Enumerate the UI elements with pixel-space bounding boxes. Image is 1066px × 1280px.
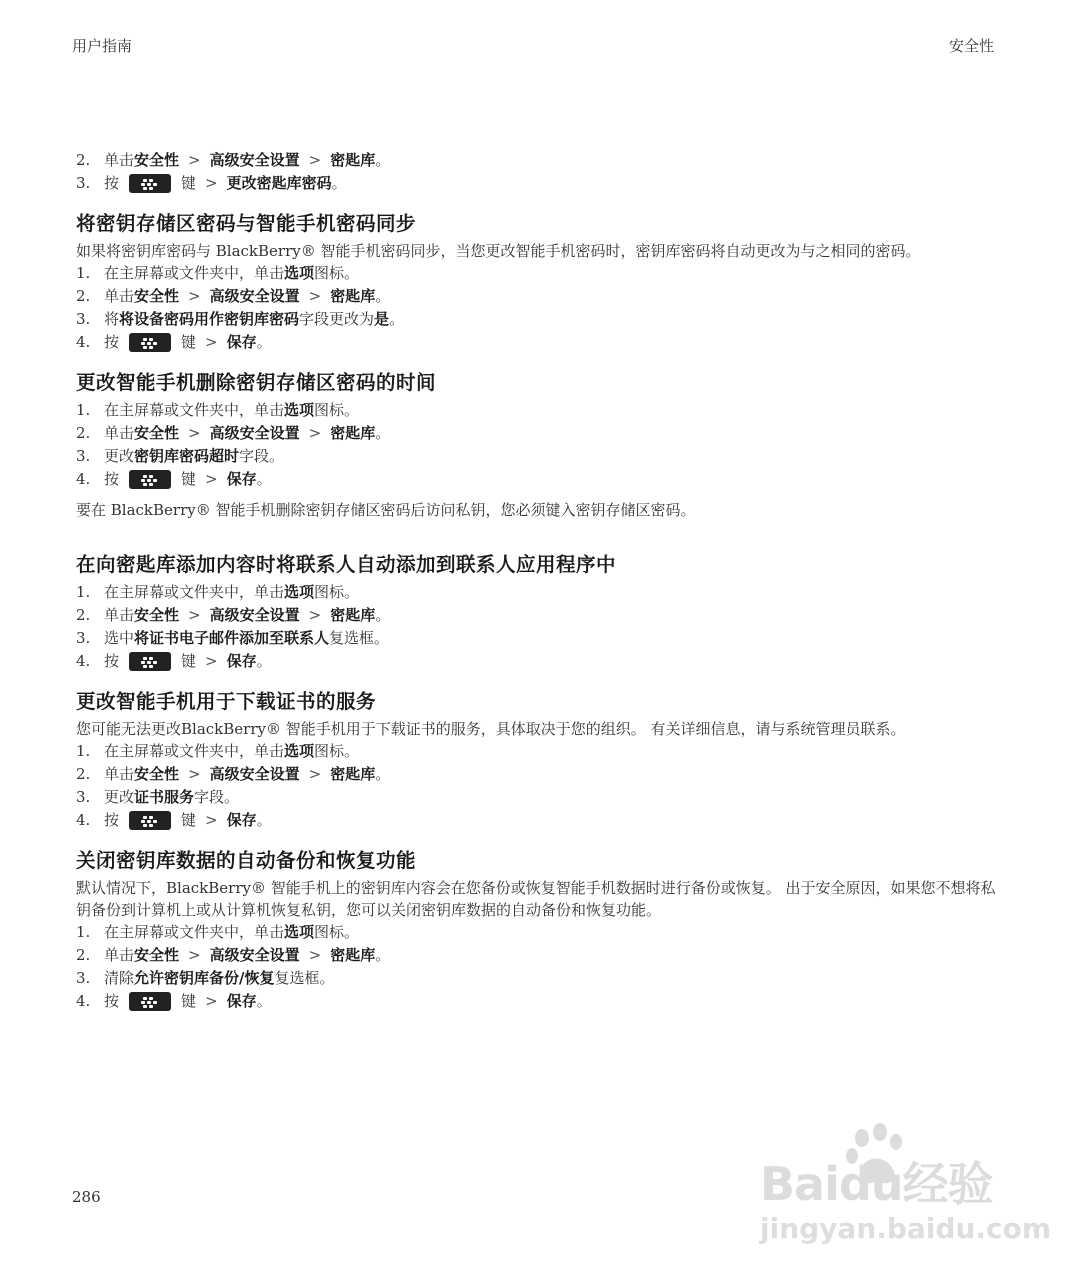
step-text: 。	[375, 424, 391, 442]
step-text: 。	[375, 606, 391, 624]
path-separator: >	[308, 424, 322, 442]
path-separator: >	[308, 946, 322, 964]
step-number: 2.	[76, 287, 91, 305]
step-text: 键	[181, 470, 197, 488]
path-separator: >	[188, 606, 201, 624]
path-separator: >	[188, 287, 201, 305]
step-text: 。	[256, 652, 272, 670]
step-text: 复选框。	[274, 969, 335, 987]
ui-term: 更改密匙库密码	[226, 174, 332, 192]
ui-term: 高级安全设置	[209, 287, 300, 305]
step-item	[76, 581, 996, 604]
step-text: 键	[181, 333, 197, 351]
ui-term: 保存	[226, 992, 257, 1010]
ui-term: 安全性	[134, 424, 180, 442]
path-separator: >	[205, 811, 218, 829]
ui-term: 保存	[226, 811, 257, 829]
step-text: 。	[375, 765, 391, 783]
document-body	[76, 149, 996, 1013]
step-number: 1.	[76, 583, 91, 601]
step-text: 按	[104, 811, 120, 829]
ui-term: 高级安全设置	[209, 606, 300, 624]
step-text: 。	[389, 310, 405, 328]
step-item	[76, 740, 996, 763]
section-note: 要在 BlackBerry® 智能手机删除密钥存储区密码后访问私钥，您必须键入密钥存储区密码。	[76, 501, 696, 519]
step-item	[76, 944, 996, 967]
step-number: 2.	[76, 424, 91, 442]
step-number: 1.	[76, 923, 91, 941]
section	[76, 210, 996, 354]
step-item	[76, 422, 996, 445]
path-separator: >	[188, 424, 201, 442]
step-text: 单击	[104, 424, 135, 442]
path-separator: >	[308, 606, 322, 624]
step-item	[76, 149, 996, 172]
ui-term: 高级安全设置	[209, 946, 300, 964]
step-text: 在主屏幕或文件夹中，单击	[104, 264, 285, 282]
step-number: 3.	[76, 447, 91, 465]
ui-term: 将设备密码用作密钥库密码	[119, 310, 300, 328]
step-text: 图标。	[314, 583, 360, 601]
section	[76, 688, 996, 832]
step-item	[76, 990, 996, 1013]
ui-term: 高级安全设置	[209, 151, 300, 169]
blackberry-menu-key-icon	[129, 652, 171, 671]
blackberry-menu-key-icon	[129, 174, 171, 193]
step-number: 3.	[76, 174, 91, 192]
step-text: 将	[104, 310, 120, 328]
ui-term: 保存	[226, 470, 257, 488]
step-list	[76, 921, 996, 1013]
step-text: 字段更改为	[299, 310, 375, 328]
step-text: 。	[256, 811, 272, 829]
step-text: 。	[331, 174, 347, 192]
step-number: 2.	[76, 946, 91, 964]
path-separator: >	[205, 174, 218, 192]
step-item	[76, 604, 996, 627]
step-list	[76, 262, 996, 354]
ui-term: 选项	[284, 583, 315, 601]
step-text: 键	[181, 811, 197, 829]
path-separator: >	[308, 765, 322, 783]
path-separator: >	[308, 151, 322, 169]
step-item	[76, 786, 996, 809]
step-item	[76, 399, 996, 422]
step-item	[76, 921, 996, 944]
section	[76, 551, 996, 673]
ui-term: 选项	[284, 401, 315, 419]
path-separator: >	[188, 765, 201, 783]
step-text: 按	[104, 174, 120, 192]
path-separator: >	[308, 287, 322, 305]
step-text: 按	[104, 470, 120, 488]
section	[76, 847, 996, 1013]
ui-term: 密匙库	[330, 765, 376, 783]
step-item	[76, 172, 996, 195]
running-header-right: 安全性	[948, 37, 994, 55]
ui-term: 选项	[284, 923, 315, 941]
ui-term: 安全性	[134, 946, 180, 964]
page-number: 286	[72, 1188, 101, 1206]
ui-term: 密匙库	[330, 287, 376, 305]
ui-term: 安全性	[134, 287, 180, 305]
section-heading: 在向密匙库添加内容时将联系人自动添加到联系人应用程序中	[76, 553, 617, 576]
step-text: 按	[104, 652, 120, 670]
section	[76, 149, 996, 195]
step-text: 字段。	[239, 447, 285, 465]
step-text: 清除	[104, 969, 135, 987]
step-number: 2.	[76, 765, 91, 783]
watermark-url: jingyan.baidu.com	[760, 1212, 1052, 1245]
step-list	[76, 581, 996, 673]
step-number: 3.	[76, 310, 91, 328]
step-text: 。	[256, 470, 272, 488]
step-text: 键	[181, 174, 197, 192]
step-text: 选中	[104, 629, 135, 647]
step-text: 。	[375, 946, 391, 964]
step-text: 更改	[104, 447, 135, 465]
section-heading: 更改智能手机用于下载证书的服务	[76, 690, 377, 713]
watermark-main-text: Baidu经验	[760, 1157, 993, 1211]
section-paragraph: 默认情况下，BlackBerry® 智能手机上的密钥库内容会在您备份或恢复智能手机数据时进行备份或恢复。 出于安全原因，如果您不想将私钥备份到计算机上或从计算机恢复私钥，您可以关闭密钥库数据的自动备份和恢复功能。	[76, 879, 996, 919]
step-item	[76, 262, 996, 285]
ui-term: 安全性	[134, 606, 180, 624]
step-number: 3.	[76, 629, 91, 647]
ui-term: 密匙库	[330, 424, 376, 442]
step-item	[76, 331, 996, 354]
ui-term: 密匙库	[330, 606, 376, 624]
step-item	[76, 763, 996, 786]
step-text: 键	[181, 652, 197, 670]
ui-term: 安全性	[134, 765, 180, 783]
step-list	[76, 149, 996, 195]
step-text: 单击	[104, 765, 135, 783]
step-text: 图标。	[314, 401, 360, 419]
ui-term: 保存	[226, 652, 257, 670]
ui-term: 是	[374, 310, 390, 328]
step-text: 按	[104, 333, 120, 351]
step-item	[76, 285, 996, 308]
step-number: 1.	[76, 401, 91, 419]
ui-term: 高级安全设置	[209, 765, 300, 783]
step-item	[76, 650, 996, 673]
blackberry-menu-key-icon	[129, 470, 171, 489]
blackberry-menu-key-icon	[129, 811, 171, 830]
path-separator: >	[205, 992, 218, 1010]
ui-term: 将证书电子邮件添加至联系人	[134, 629, 330, 647]
section-heading: 更改智能手机删除密钥存储区密码的时间	[76, 371, 437, 394]
blackberry-menu-key-icon	[129, 333, 171, 352]
step-number: 4.	[76, 992, 91, 1010]
path-separator: >	[205, 470, 218, 488]
ui-term: 高级安全设置	[209, 424, 300, 442]
step-item	[76, 967, 996, 990]
ui-term: 保存	[226, 333, 257, 351]
ui-term: 密匙库	[330, 946, 376, 964]
section-paragraph: 您可能无法更改BlackBerry® 智能手机用于下载证书的服务，具体取决于您的组织。 有关详细信息，请与系统管理员联系。	[76, 720, 906, 738]
step-number: 2.	[76, 606, 91, 624]
step-text: 单击	[104, 946, 135, 964]
step-text: 键	[181, 992, 197, 1010]
step-item	[76, 627, 996, 650]
step-number: 1.	[76, 264, 91, 282]
step-item	[76, 308, 996, 331]
step-text: 。	[256, 333, 272, 351]
step-text: 图标。	[314, 923, 360, 941]
ui-term: 安全性	[134, 151, 180, 169]
step-number: 4.	[76, 652, 91, 670]
section	[76, 369, 996, 521]
step-number: 2.	[76, 151, 91, 169]
step-text: 按	[104, 992, 120, 1010]
step-number: 4.	[76, 811, 91, 829]
step-text: 单击	[104, 287, 135, 305]
step-text: 更改	[104, 788, 135, 806]
section-paragraph: 如果将密钥库密码与 BlackBerry® 智能手机密码同步，当您更改智能手机密码时，密钥库密码将自动更改为与之相同的密码。	[76, 242, 921, 260]
step-number: 3.	[76, 969, 91, 987]
step-list	[76, 740, 996, 832]
blackberry-menu-key-icon	[129, 992, 171, 1011]
step-text: 在主屏幕或文件夹中，单击	[104, 923, 285, 941]
step-text: 单击	[104, 151, 135, 169]
step-text: 复选框。	[329, 629, 390, 647]
section-heading: 将密钥存储区密码与智能手机密码同步	[76, 212, 417, 235]
step-text: 单击	[104, 606, 135, 624]
step-text: 。	[256, 992, 272, 1010]
watermark	[760, 1120, 1052, 1270]
step-text: 字段。	[194, 788, 240, 806]
step-item	[76, 468, 996, 491]
ui-term: 密匙库	[330, 151, 376, 169]
ui-term: 选项	[284, 742, 315, 760]
path-separator: >	[188, 946, 201, 964]
step-number: 4.	[76, 470, 91, 488]
step-list	[76, 399, 996, 491]
step-text: 在主屏幕或文件夹中，单击	[104, 742, 285, 760]
step-text: 在主屏幕或文件夹中，单击	[104, 401, 285, 419]
step-text: 。	[375, 151, 391, 169]
step-text: 在主屏幕或文件夹中，单击	[104, 583, 285, 601]
path-separator: >	[188, 151, 201, 169]
section-heading: 关闭密钥库数据的自动备份和恢复功能	[76, 849, 417, 872]
step-text: 。	[375, 287, 391, 305]
step-number: 1.	[76, 742, 91, 760]
step-text: 图标。	[314, 742, 360, 760]
path-separator: >	[205, 652, 218, 670]
ui-term: 允许密钥库备份/恢复	[134, 969, 275, 987]
step-text: 图标。	[314, 264, 360, 282]
ui-term: 证书服务	[134, 788, 195, 806]
step-number: 4.	[76, 333, 91, 351]
step-item	[76, 809, 996, 832]
ui-term: 选项	[284, 264, 315, 282]
step-item	[76, 445, 996, 468]
path-separator: >	[205, 333, 218, 351]
running-header-left: 用户指南	[72, 37, 133, 55]
ui-term: 密钥库密码超时	[134, 447, 240, 465]
step-number: 3.	[76, 788, 91, 806]
